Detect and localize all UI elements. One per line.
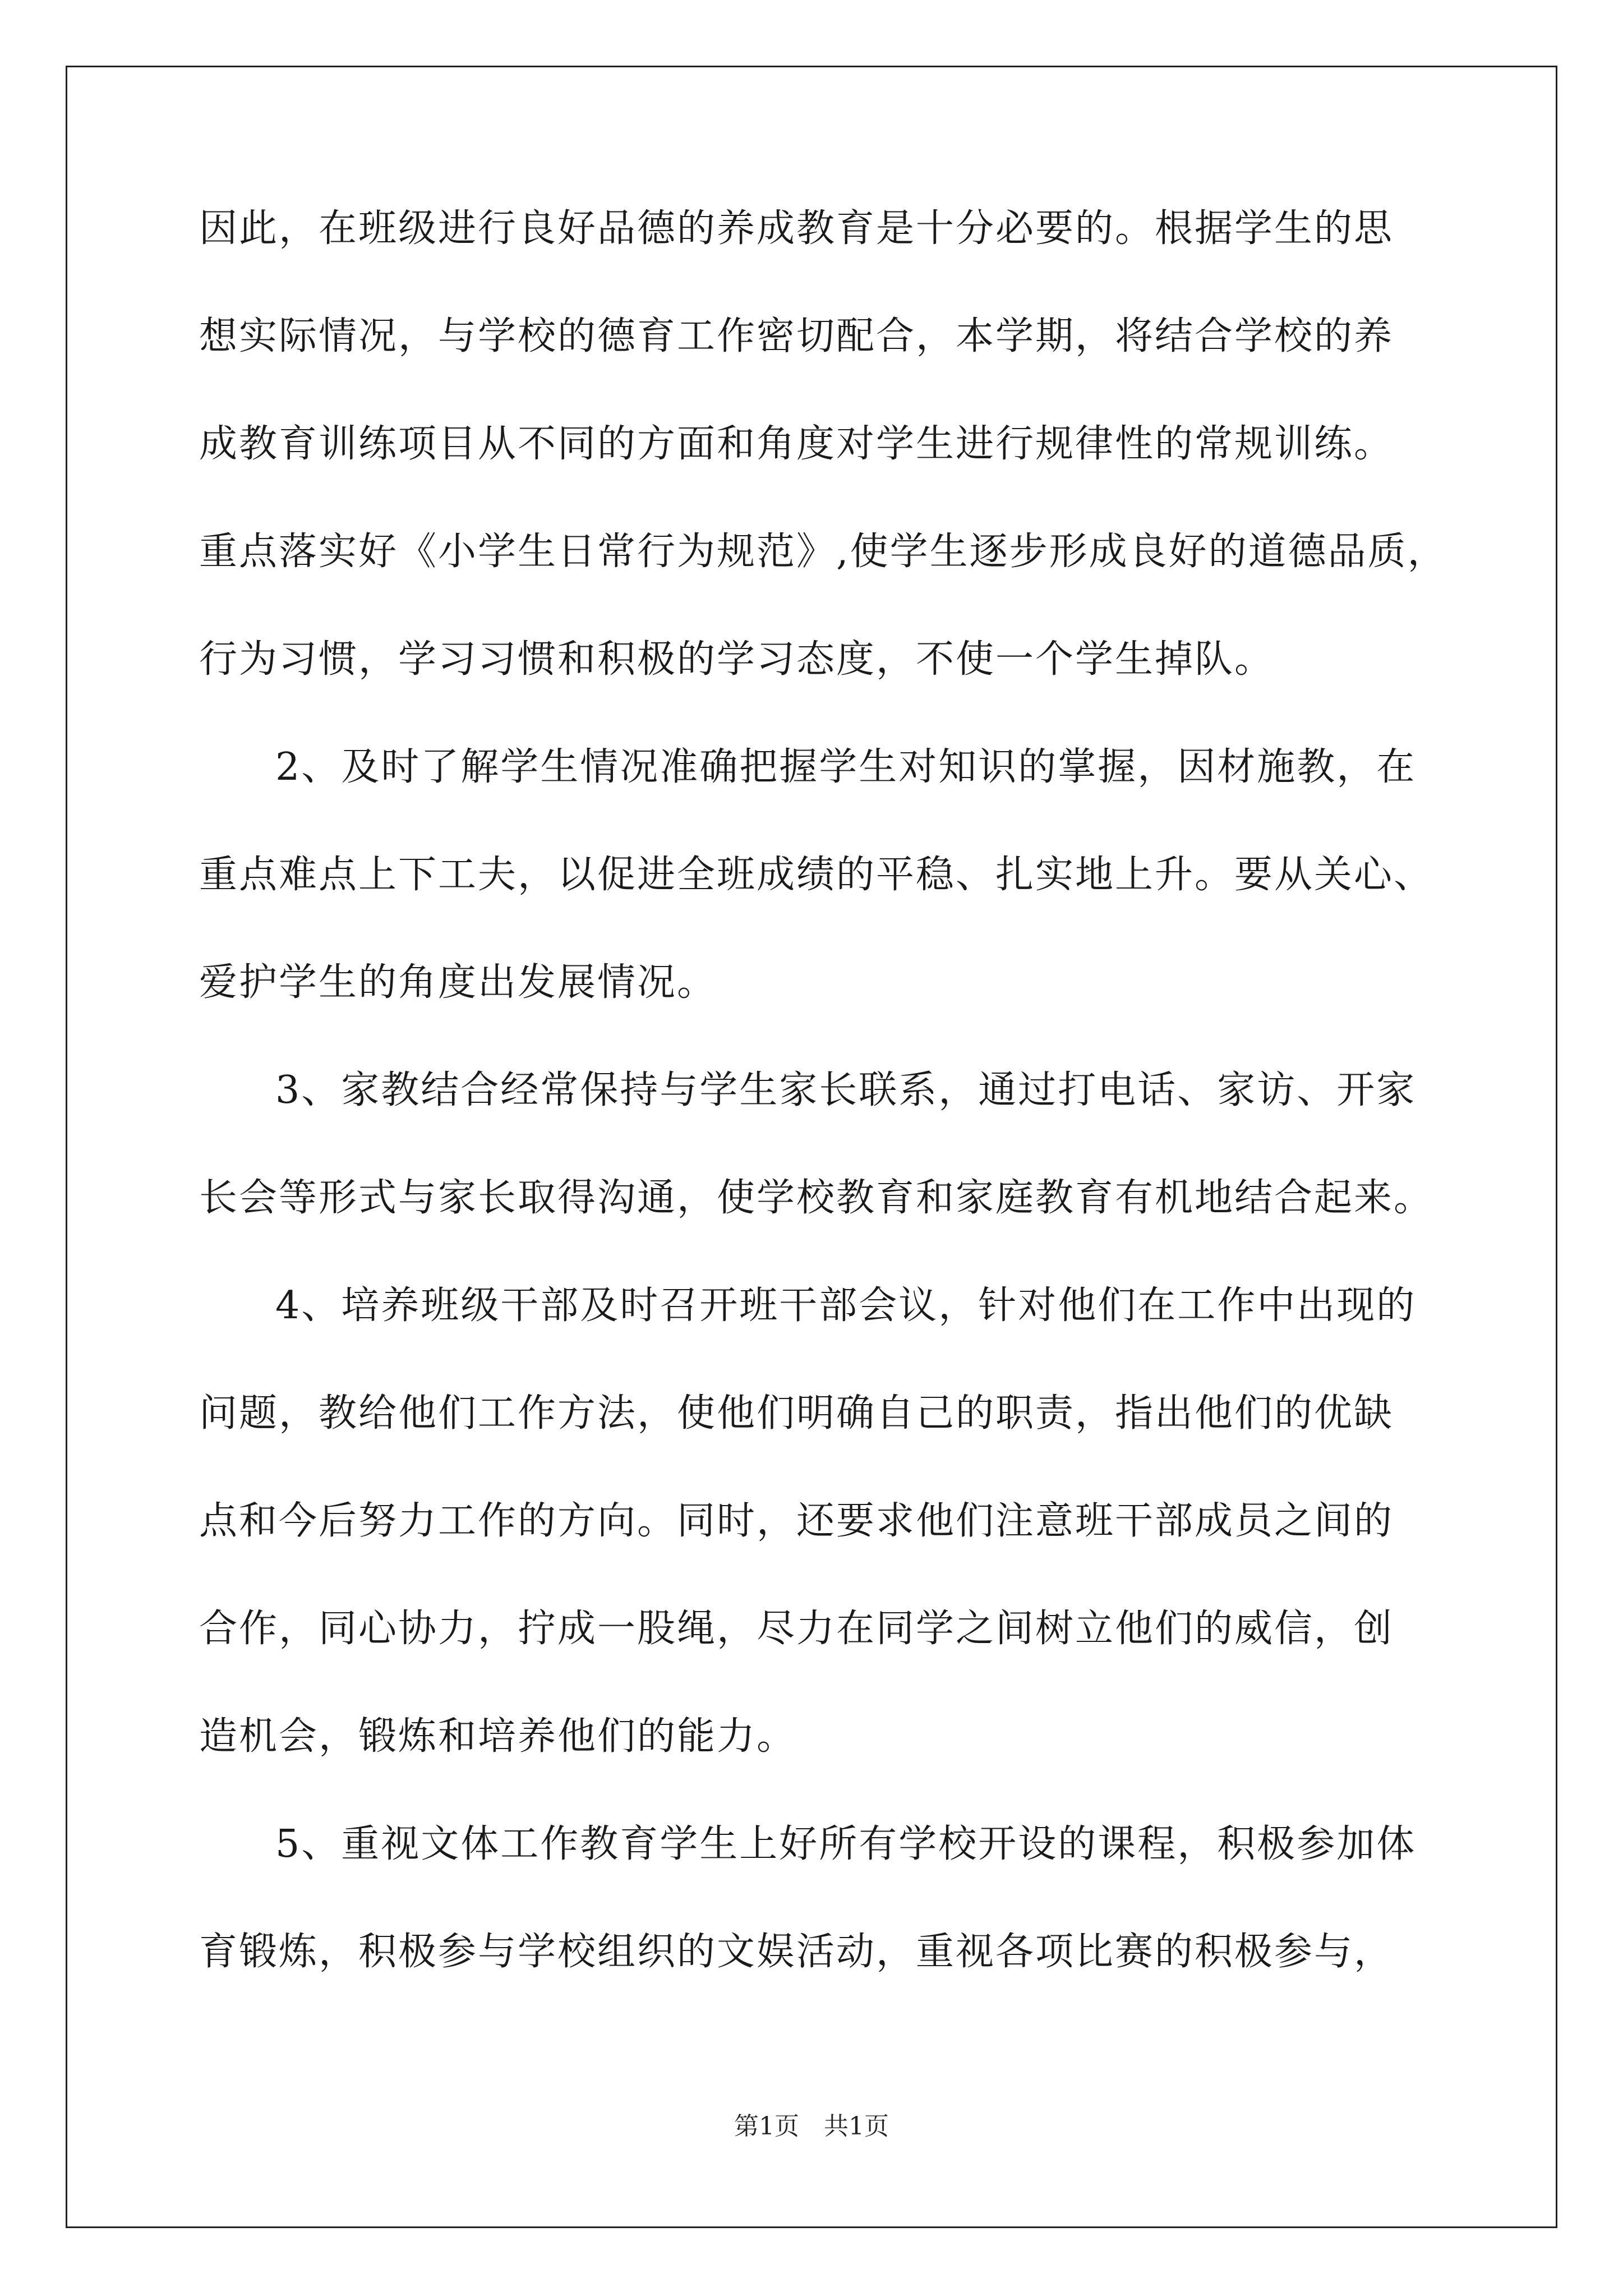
text-line: 5、重视文体工作教育学生上好所有学校开设的课程，积极参加体	[275, 1822, 1417, 1866]
text-line: 2、及时了解学生情况准确把握学生对知识的掌握，因材施教，在	[275, 745, 1417, 789]
text-line: 想实际情况，与学校的德育工作密切配合，本学期，将结合学校的养	[199, 314, 1394, 358]
text-line: 4、培养班级干部及时召开班干部会议，针对他们在工作中出现的	[275, 1283, 1417, 1328]
text-line: 造机会，锻炼和培养他们的能力。	[199, 1714, 797, 1759]
paragraph	[199, 1823, 1450, 1973]
text-line: 行为习惯，学习习惯和积极的学习态度，不使一个学生掉队。	[199, 637, 1275, 682]
text-line: 重点难点上下工夫，以促进全班成绩的平稳、扎实地上升。要从关心、	[199, 853, 1434, 897]
text-line: 问题，教给他们工作方法，使他们明确自己的职责，指出他们的优缺	[199, 1391, 1394, 1435]
paragraph	[199, 1069, 1450, 1220]
text-line: 长会等形式与家长取得沟通，使学校教育和家庭教育有机地结合起来。	[199, 1176, 1434, 1220]
text-line: 点和今后努力工作的方向。同时，还要求他们注意班干部成员之间的	[199, 1499, 1394, 1543]
document-body	[199, 208, 1450, 2039]
text-line: 成教育训练项目从不同的方面和角度对学生进行规律性的常规训练。	[199, 422, 1394, 466]
text-line: 育锻炼，积极参与学校组织的文娱活动，重视各项比赛的积极参与，	[199, 1930, 1394, 1974]
paragraph	[199, 746, 1450, 1004]
text-line: 合作，同心协力，拧成一股绳，尽力在同学之间树立他们的威信，创	[199, 1607, 1394, 1651]
paragraph	[199, 208, 1450, 681]
text-line: 3、家教结合经常保持与学生家长联系，通过打电话、家访、开家	[275, 1068, 1417, 1112]
page-footer	[0, 2113, 1623, 2141]
page-number: 第1页	[734, 2112, 799, 2141]
paragraph	[199, 1285, 1450, 1758]
page-total: 共1页	[824, 2112, 889, 2141]
text-line: 爱护学生的角度出发展情况。	[199, 960, 717, 1005]
text-line: 重点落实好《小学生日常行为规范》,使学生逐步形成良好的道德品质，	[199, 530, 1447, 574]
text-line: 因此，在班级进行良好品德的养成教育是十分必要的。根据学生的思	[199, 206, 1394, 251]
